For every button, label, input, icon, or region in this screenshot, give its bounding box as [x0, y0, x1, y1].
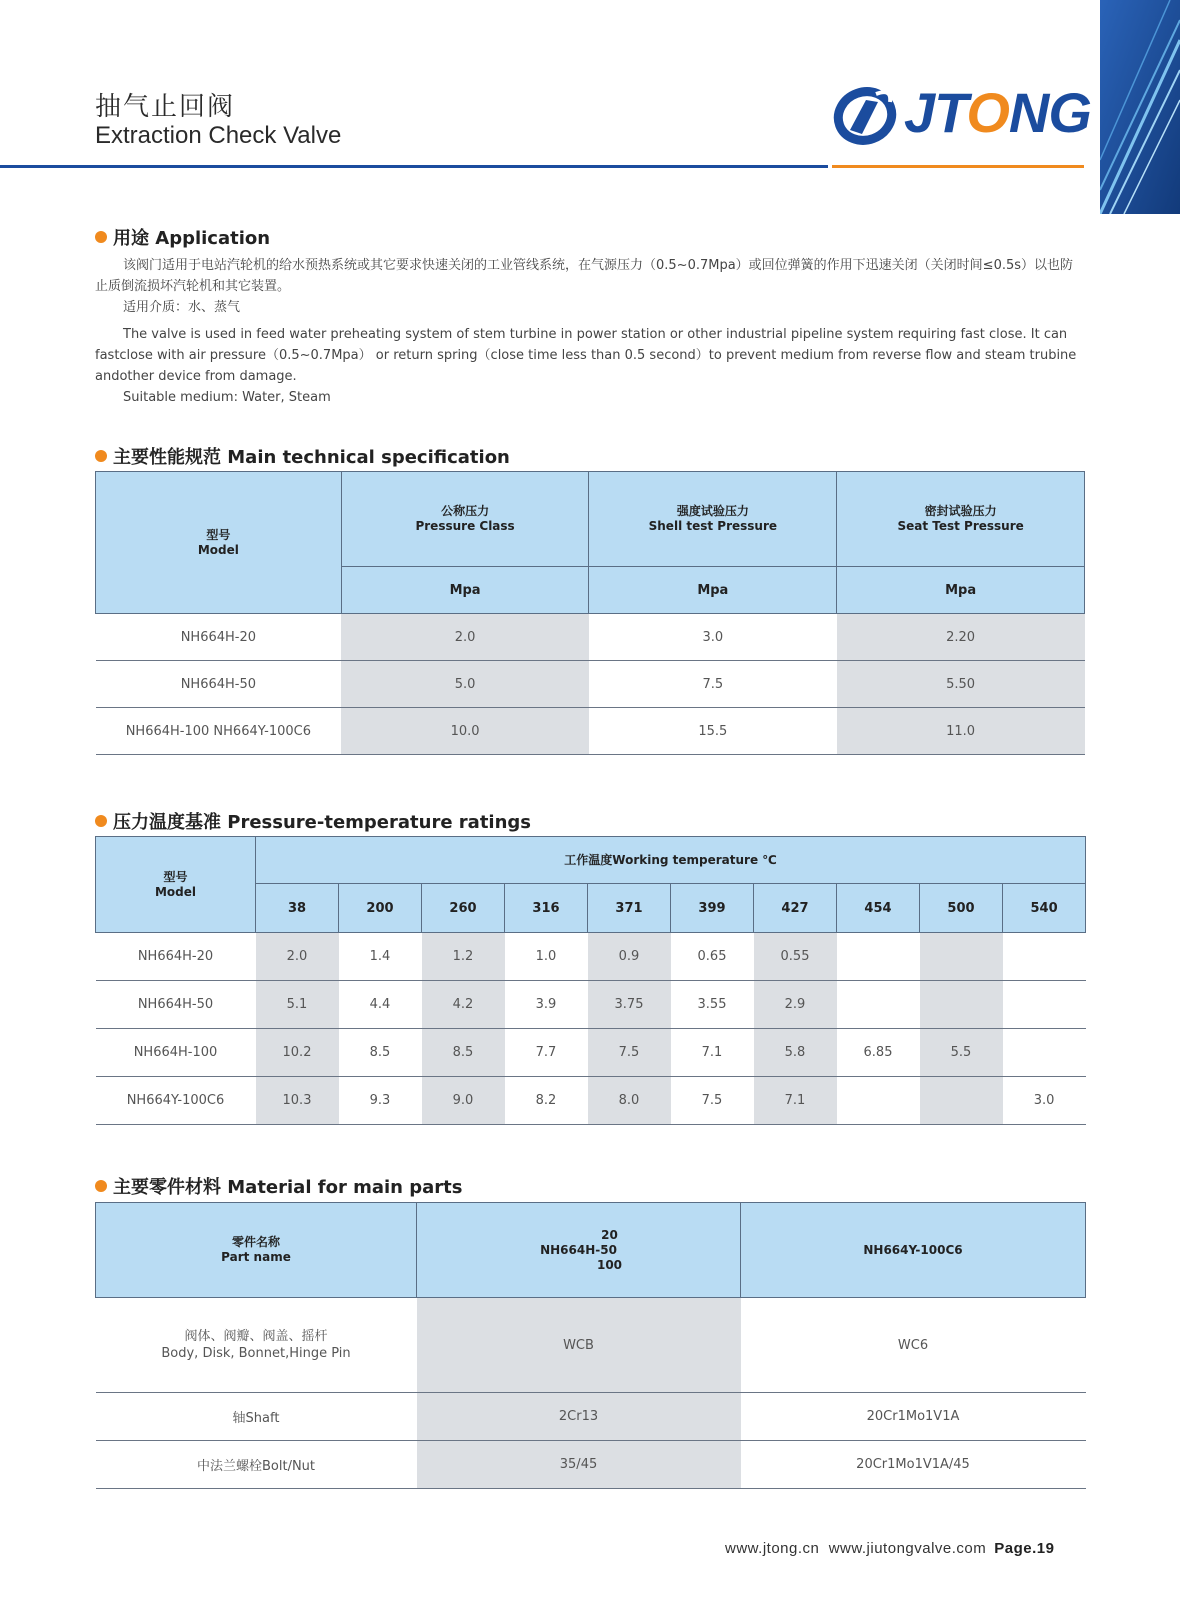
spec-cell-pressure-class: 5.0 [341, 661, 589, 708]
ratings-header-temperature: 工作温度Working temperature ℃ [256, 837, 1086, 884]
materials-cell-part: 轴Shaft [96, 1393, 417, 1441]
table-row [96, 1077, 1086, 1125]
spec-cell-shell: 15.5 [589, 708, 837, 755]
ratings-cell-value [1003, 1029, 1086, 1077]
ratings-cell-value [837, 933, 920, 981]
logo-mark-icon [832, 80, 902, 152]
materials-cell-part: 中法兰螺栓Bolt/Nut [96, 1441, 417, 1489]
application-cn-medium: 适用介质：水、蒸气 [123, 300, 241, 315]
ratings-cell-value: 7.5 [588, 1029, 671, 1077]
ratings-cell-value: 9.3 [339, 1077, 422, 1125]
bullet-dot-icon [95, 1180, 107, 1192]
page-title-en: Extraction Check Valve [95, 122, 342, 149]
ratings-cell-value [920, 981, 1003, 1029]
ratings-cell-value: 7.1 [671, 1029, 754, 1077]
materials-cell-nh664y: 20Cr1Mo1V1A [741, 1393, 1086, 1441]
section-heading-application: 用途 Application [95, 224, 270, 250]
ratings-cell-value: 1.2 [422, 933, 505, 981]
application-text [95, 255, 1085, 408]
table-row [96, 1393, 1086, 1441]
materials-table [95, 1202, 1086, 1489]
ratings-cell-value: 8.5 [339, 1029, 422, 1077]
spec-cell-model: NH664H-50 [96, 661, 342, 708]
spec-cell-seat: 11.0 [837, 708, 1085, 755]
ratings-cell-value: 5.1 [256, 981, 339, 1029]
spec-unit: Mpa [837, 567, 1085, 614]
ratings-cell-value [1003, 981, 1086, 1029]
materials-header-nh664y: NH664Y-100C6 [741, 1203, 1086, 1298]
ratings-cell-value: 3.55 [671, 981, 754, 1029]
ratings-cell-value [837, 981, 920, 1029]
footer-websites[interactable]: www.jtong.cn www.jiutongvalve.com [725, 1540, 987, 1557]
ratings-temp-header: 200 [339, 884, 422, 933]
spec-cell-pressure-class: 2.0 [341, 614, 589, 661]
ratings-temp-header: 454 [837, 884, 920, 933]
spec-cell-pressure-class: 10.0 [341, 708, 589, 755]
materials-cell-nh664h: WCB [417, 1298, 741, 1393]
footer [725, 1540, 1055, 1557]
materials-header-part: 零件名称 Part name [96, 1203, 417, 1298]
ratings-temp-header: 38 [256, 884, 339, 933]
header-rule-orange [832, 165, 1084, 168]
materials-header-nh664h: 20 NH664H-50 100 [417, 1203, 741, 1298]
jtong-logo [832, 74, 1092, 154]
section-heading-materials: 主要零件材料 Material for main parts [95, 1173, 463, 1199]
ratings-cell-value: 8.0 [588, 1077, 671, 1125]
ratings-header-model: 型号 Model [96, 837, 256, 933]
ratings-cell-model: NH664H-20 [96, 933, 256, 981]
materials-cell-part: 阀体、阀瓣、阀盖、摇杆 Body, Disk, Bonnet,Hinge Pin [96, 1298, 417, 1393]
application-en-paragraph: The valve is used in feed water preheating system of stem turbine in power station or other industrial pipeline system requiring fast close. It can fastclose with air pressure（0.5~0.7Mpa） or return spring（close time less than 0.5 second）to prevent medium from reverse flow and steam trubine andother device from damage. [95, 327, 1077, 384]
table-row [96, 708, 1085, 755]
spec-cell-seat: 5.50 [837, 661, 1085, 708]
ratings-cell-value: 2.9 [754, 981, 837, 1029]
ratings-cell-value [1003, 933, 1086, 981]
ratings-cell-value: 7.1 [754, 1077, 837, 1125]
page-title-cn: 抽气止回阀 [95, 92, 236, 122]
ratings-cell-value: 4.4 [339, 981, 422, 1029]
ratings-temp-header: 540 [1003, 884, 1086, 933]
ratings-temp-header: 316 [505, 884, 588, 933]
ratings-cell-value: 2.0 [256, 933, 339, 981]
application-cn-paragraph: 该阀门适用于电站汽轮机的给水预热系统或其它要求快速关闭的工业管线系统，在气源压力（0.5~0.7Mpa）或回位弹簧的作用下迅速关闭（关闭时间≤0.5s）以也防止质倒流损坏汽轮机和其它装置。 [95, 258, 1074, 294]
spec-header-shell-test: 强度试验压力 Shell test Pressure [589, 472, 837, 567]
page-number: Page.19 [994, 1540, 1055, 1557]
spec-table [95, 471, 1085, 755]
spec-header-seat-test: 密封试验压力 Seat Test Pressure [837, 472, 1085, 567]
materials-cell-nh664h: 2Cr13 [417, 1393, 741, 1441]
ratings-cell-model: NH664H-100 [96, 1029, 256, 1077]
materials-cell-nh664y: 20Cr1Mo1V1A/45 [741, 1441, 1086, 1489]
table-row [96, 933, 1086, 981]
ratings-cell-value: 0.9 [588, 933, 671, 981]
ratings-temp-header: 260 [422, 884, 505, 933]
bullet-dot-icon [95, 815, 107, 827]
ratings-cell-value: 10.2 [256, 1029, 339, 1077]
ratings-cell-value [920, 933, 1003, 981]
table-row [96, 614, 1085, 661]
corner-stripes-decoration [1100, 0, 1180, 214]
spec-cell-shell: 7.5 [589, 661, 837, 708]
table-row [96, 1029, 1086, 1077]
ratings-cell-value [837, 1077, 920, 1125]
ratings-cell-value: 5.8 [754, 1029, 837, 1077]
ratings-cell-value: 8.2 [505, 1077, 588, 1125]
logo-wordmark: JTONG [904, 81, 1091, 144]
ratings-cell-value: 0.55 [754, 933, 837, 981]
ratings-cell-model: NH664Y-100C6 [96, 1077, 256, 1125]
table-row [96, 1298, 1086, 1393]
application-en-medium: Suitable medium: Water, Steam [123, 390, 331, 405]
table-row [96, 661, 1085, 708]
ratings-cell-value: 3.0 [1003, 1077, 1086, 1125]
ratings-cell-model: NH664H-50 [96, 981, 256, 1029]
spec-cell-shell: 3.0 [589, 614, 837, 661]
spec-cell-model: NH664H-100 NH664Y-100C6 [96, 708, 342, 755]
bullet-dot-icon [95, 231, 107, 243]
ratings-cell-value: 4.2 [422, 981, 505, 1029]
ratings-temp-header: 500 [920, 884, 1003, 933]
spec-unit: Mpa [341, 567, 589, 614]
ratings-cell-value: 7.7 [505, 1029, 588, 1077]
ratings-table [95, 836, 1086, 1125]
materials-cell-nh664h: 35/45 [417, 1441, 741, 1489]
ratings-cell-value: 3.75 [588, 981, 671, 1029]
table-row [96, 1441, 1086, 1489]
ratings-cell-value: 9.0 [422, 1077, 505, 1125]
ratings-cell-value: 6.85 [837, 1029, 920, 1077]
ratings-cell-value: 1.4 [339, 933, 422, 981]
ratings-cell-value: 1.0 [505, 933, 588, 981]
ratings-cell-value [920, 1077, 1003, 1125]
section-heading-spec: 主要性能规范 Main technical specification [95, 443, 510, 469]
ratings-temp-header: 371 [588, 884, 671, 933]
ratings-cell-value: 8.5 [422, 1029, 505, 1077]
spec-cell-model: NH664H-20 [96, 614, 342, 661]
ratings-cell-value: 7.5 [671, 1077, 754, 1125]
ratings-temp-header: 399 [671, 884, 754, 933]
materials-cell-nh664y: WC6 [741, 1298, 1086, 1393]
spec-unit: Mpa [589, 567, 837, 614]
ratings-cell-value: 5.5 [920, 1029, 1003, 1077]
bullet-dot-icon [95, 450, 107, 462]
spec-cell-seat: 2.20 [837, 614, 1085, 661]
ratings-cell-value: 10.3 [256, 1077, 339, 1125]
header-rule-blue [0, 165, 828, 168]
ratings-temp-header: 427 [754, 884, 837, 933]
spec-header-pressure-class: 公称压力 Pressure Class [341, 472, 589, 567]
ratings-cell-value: 3.9 [505, 981, 588, 1029]
ratings-cell-value: 0.65 [671, 933, 754, 981]
table-row [96, 981, 1086, 1029]
section-heading-ratings: 压力温度基准 Pressure-temperature ratings [95, 808, 531, 834]
spec-header-model: 型号 Model [96, 472, 342, 614]
